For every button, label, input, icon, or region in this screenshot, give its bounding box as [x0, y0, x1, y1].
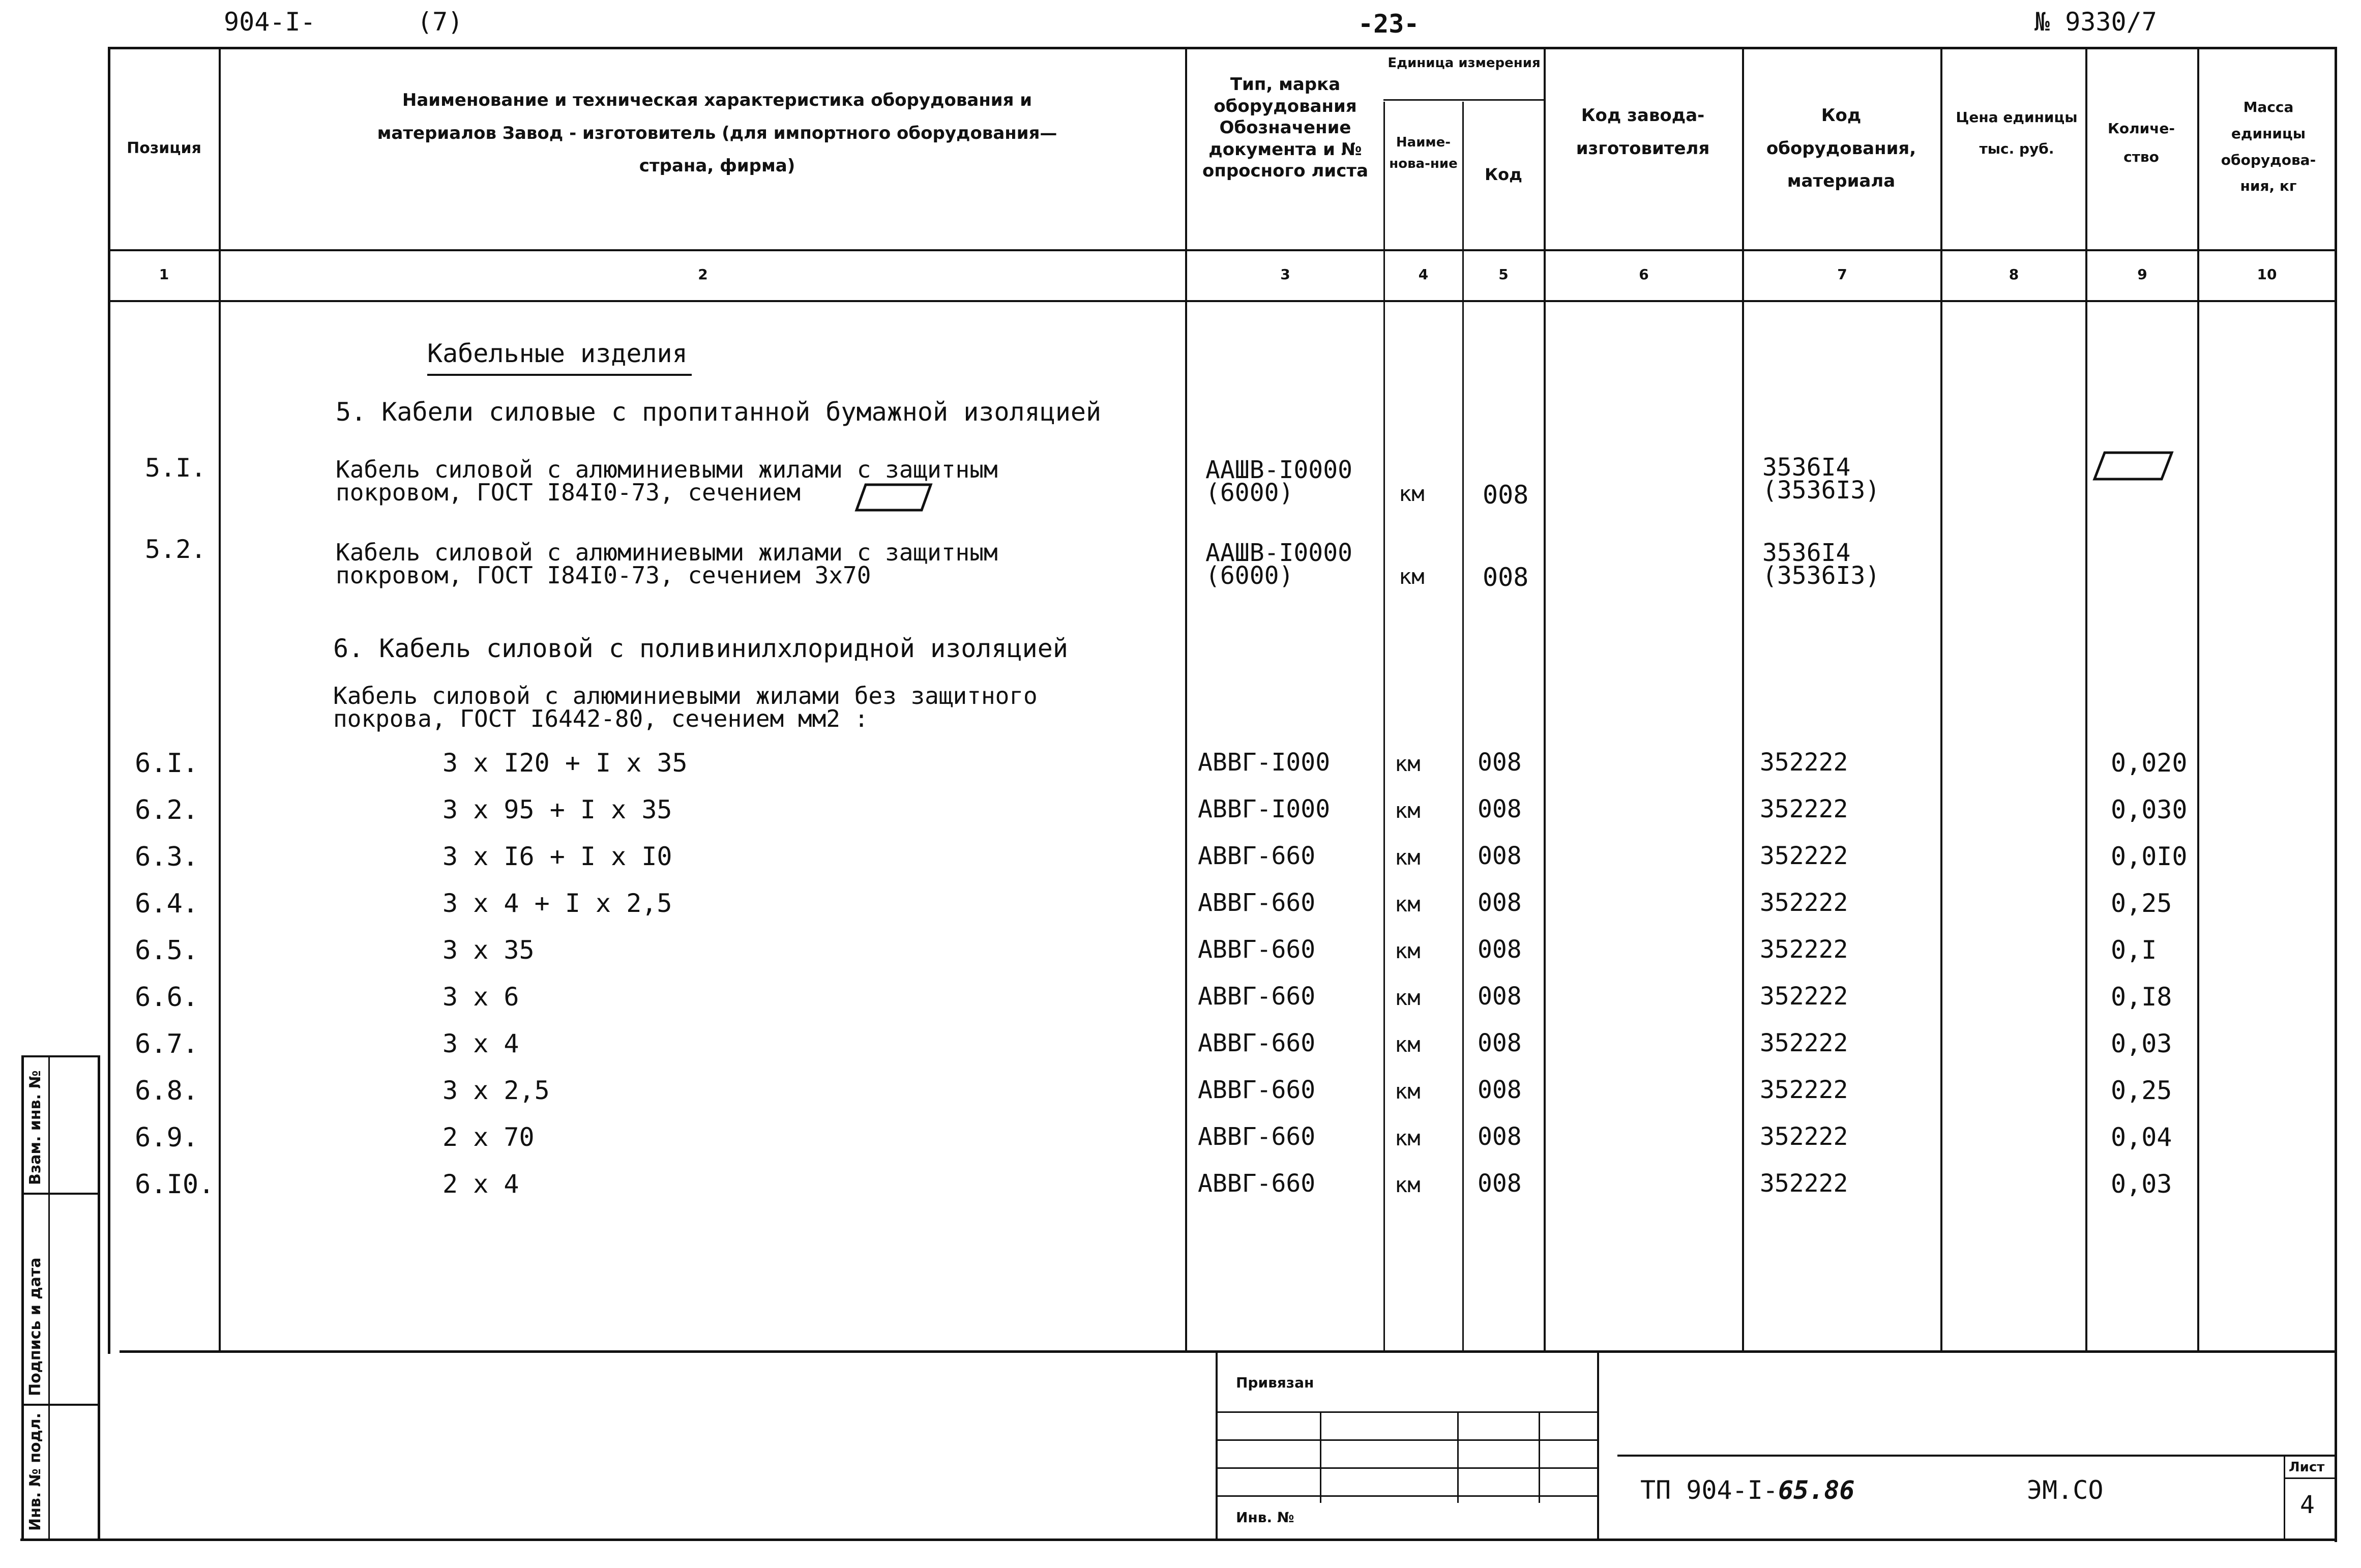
col-divider — [2197, 47, 2199, 1351]
row-unit-code: 008 — [1478, 889, 1522, 917]
side-signature-date: Подпись и дата — [26, 1257, 44, 1396]
col-num-5: 5 — [1498, 266, 1509, 283]
row-position: 6.5. — [135, 935, 199, 966]
row-unit: км — [1395, 798, 1421, 823]
row-type: АВВГ-660 — [1198, 1029, 1316, 1057]
row-unit-code: 008 — [1478, 1076, 1522, 1104]
row-5-1-type-line2: (6000) — [1205, 479, 1294, 507]
side-frame-left — [21, 1055, 24, 1539]
row-position: 6.2. — [135, 795, 199, 825]
stamp-row-line — [1218, 1439, 1597, 1441]
col-divider — [219, 47, 221, 1351]
row-unit-code: 008 — [1478, 982, 1522, 1011]
row-equip-code: 352222 — [1760, 842, 1848, 870]
group-6-title: 6. Кабель силовой с поливинилхлоридной изоляцией — [333, 634, 1068, 663]
header-bottom — [109, 249, 2337, 251]
row-type: АВВГ-660 — [1198, 1169, 1316, 1198]
header-mass: Масса единицы оборудова-ния, кг — [2221, 99, 2316, 195]
title-block-line — [1617, 1455, 2335, 1457]
row-section-size: 3 x 2,5 — [442, 1076, 550, 1105]
row-position: 6.4. — [135, 889, 199, 919]
section-title-underline — [427, 374, 692, 376]
row-5-1-equip-line1: 3536I4 — [1762, 453, 1851, 482]
doc-code — [1640, 1477, 1854, 1503]
col-divider — [1185, 47, 1187, 1351]
header-type: Тип, марка оборудования Обозначение документа и № опросного листа — [1202, 74, 1369, 181]
col-num-3: 3 — [1280, 266, 1290, 283]
row-5-2-position: 5.2. — [145, 535, 206, 564]
stamp-row-line — [1218, 1467, 1597, 1469]
table-bottom — [120, 1350, 2337, 1353]
row-quantity: 0,I — [2111, 935, 2157, 965]
row-quantity: 0,030 — [2111, 795, 2188, 824]
row-quantity: 0,03 — [2111, 1169, 2172, 1199]
page-bottom — [20, 1539, 2337, 1541]
row-unit: км — [1395, 1032, 1421, 1057]
row-5-2-unit: км — [1399, 564, 1425, 589]
row-5-2-equip-line2: (3536I3) — [1762, 561, 1880, 590]
part-number: (7) — [417, 7, 463, 37]
row-equip-code: 352222 — [1760, 748, 1848, 777]
row-equip-code: 352222 — [1760, 1122, 1848, 1151]
header-price: Цена единицы тыс. руб. — [1956, 109, 2078, 157]
row-5-1-code: 008 — [1483, 480, 1529, 510]
col-divider — [2085, 47, 2087, 1351]
doc-mark: ЭМ.СО — [2027, 1475, 2104, 1505]
doc-code-handwritten: 65.86 — [1778, 1475, 1855, 1505]
header-unit: Единица измерения — [1388, 55, 1541, 71]
unit-header-line — [1383, 99, 1544, 101]
sheet-box-divider — [2284, 1477, 2335, 1479]
row-quantity: 0,03 — [2111, 1029, 2172, 1058]
row-section-size: 2 x 4 — [442, 1169, 519, 1199]
row-unit: км — [1395, 892, 1421, 916]
header-qty: Количе-ство — [2107, 120, 2175, 165]
row-unit: км — [1395, 985, 1421, 1010]
header-factory-code: Код завода-изготовителя — [1576, 105, 1710, 159]
row-unit-code: 008 — [1478, 795, 1522, 823]
side-frame-right — [98, 1055, 100, 1539]
row-type: АВВГ-660 — [1198, 982, 1316, 1011]
row-unit-code: 008 — [1478, 748, 1522, 777]
row-unit: км — [1395, 938, 1421, 963]
doc-code-typed: ТП 904-I- — [1640, 1475, 1778, 1505]
row-section-size: 3 x I20 + I x 35 — [442, 748, 688, 778]
col-divider — [1383, 102, 1385, 1350]
series-number: 904-I- — [224, 7, 316, 37]
stamp-row-line — [1218, 1411, 1597, 1413]
col-num-10: 10 — [2257, 266, 2277, 283]
row-5-2-name-line2: покровом, ГОСТ I84I0-73, сечением 3х70 — [336, 561, 871, 589]
row-equip-code: 352222 — [1760, 889, 1848, 917]
header-name: Наименование и техническая характеристика оборудования и материалов Завод - изготовитель (для импортного оборудования— страна, фирма) — [377, 90, 1057, 176]
row-unit-code: 008 — [1478, 1169, 1522, 1198]
header-equip-code: Код оборудования, материала — [1766, 105, 1916, 192]
row-type: АВВГ-660 — [1198, 842, 1316, 870]
frame-left — [108, 47, 110, 1354]
row-5-1-type-line1: ААШВ-I0000 — [1205, 456, 1352, 484]
stamp-divider — [1597, 1353, 1599, 1541]
col-num-9: 9 — [2137, 266, 2147, 283]
col-num-1: 1 — [159, 266, 169, 283]
row-unit-code: 008 — [1478, 842, 1522, 870]
row-position: 6.7. — [135, 1029, 199, 1059]
col-num-6: 6 — [1639, 266, 1649, 283]
row-unit: км — [1395, 845, 1421, 870]
row-unit: км — [1395, 1126, 1421, 1150]
row-unit: км — [1395, 1172, 1421, 1197]
row-equip-code: 352222 — [1760, 1076, 1848, 1104]
group-6-description-line1: Кабель силовой с алюминиевыми жилами без защитного — [333, 682, 1038, 709]
row-equip-code: 352222 — [1760, 982, 1848, 1011]
stamp-col-line — [1539, 1411, 1540, 1503]
row-type: АВВГ-I000 — [1198, 795, 1331, 823]
row-equip-code: 352222 — [1760, 1169, 1848, 1198]
row-quantity: 0,25 — [2111, 1076, 2172, 1105]
row-unit-code: 008 — [1478, 935, 1522, 964]
frame-top — [109, 47, 2337, 49]
row-equip-code: 352222 — [1760, 795, 1848, 823]
col-divider — [1462, 102, 1464, 1350]
side-replacement-inv: Взам. инв. № — [26, 1070, 44, 1185]
section-title: Кабельные изделия — [427, 339, 688, 368]
row-type: АВВГ-I000 — [1198, 748, 1331, 777]
row-section-size: 3 x 35 — [442, 935, 535, 965]
sheet-label: Лист — [2289, 1460, 2325, 1475]
row-unit-code: 008 — [1478, 1029, 1522, 1057]
row-5-2-type-line1: ААШВ-I0000 — [1205, 539, 1352, 567]
row-position: 6.8. — [135, 1076, 199, 1106]
row-section-size: 3 x I6 + I x I0 — [442, 842, 672, 871]
col-divider — [1742, 47, 1744, 1351]
row-section-size: 3 x 95 + I x 35 — [442, 795, 672, 824]
row-position: 6.9. — [135, 1122, 199, 1153]
col-divider — [1544, 47, 1546, 1351]
stamp-col-line — [1457, 1411, 1459, 1503]
row-equip-code: 352222 — [1760, 935, 1848, 964]
side-inv-podl: Инв. № подл. — [26, 1412, 44, 1531]
stamp-row-line — [1218, 1495, 1597, 1497]
sheet-number: 4 — [2300, 1491, 2315, 1519]
row-position: 6.I0. — [135, 1169, 215, 1200]
row-quantity: 0,25 — [2111, 889, 2172, 918]
header-unit-code: Код — [1485, 165, 1522, 184]
row-type: АВВГ-660 — [1198, 935, 1316, 964]
row-section-size: 2 x 70 — [442, 1122, 535, 1152]
stamp-inv-no-label: Инв. № — [1236, 1509, 1294, 1526]
colnum-bottom — [109, 300, 2337, 302]
header-position: Позиция — [127, 139, 201, 157]
header-unit-name: Наиме-нова-ние — [1389, 135, 1458, 171]
row-section-size: 3 x 6 — [442, 982, 519, 1012]
col-num-4: 4 — [1418, 266, 1429, 283]
group-6-description-line2: покрова, ГОСТ I6442-80, сечением мм2 : — [333, 705, 869, 732]
row-5-1-unit: км — [1399, 481, 1425, 506]
row-5-2-type-line2: (6000) — [1205, 561, 1294, 590]
stamp-divider — [1216, 1353, 1218, 1541]
row-5-1-equip-line2: (3536I3) — [1762, 476, 1880, 505]
row-5-2-name-line1: Кабель силовой с алюминиевыми жилами с защитным — [336, 539, 998, 566]
row-position: 6.3. — [135, 842, 199, 872]
row-equip-code: 352222 — [1760, 1029, 1848, 1057]
side-frame-divider — [21, 1404, 100, 1406]
parallelogram-mark-icon — [854, 481, 936, 516]
side-inner-divider — [48, 1055, 50, 1539]
row-5-2-equip-line1: 3536I4 — [1762, 539, 1851, 567]
row-position: 6.6. — [135, 982, 199, 1013]
page-number: -23- — [1358, 9, 1420, 39]
row-5-1-name-line2: покровом, ГОСТ I84I0-73, сечением — [336, 479, 801, 506]
side-frame-top — [21, 1055, 100, 1057]
row-unit-code: 008 — [1478, 1122, 1522, 1151]
row-5-2-code: 008 — [1483, 563, 1529, 592]
row-section-size: 3 x 4 — [442, 1029, 519, 1058]
row-unit: км — [1395, 751, 1421, 776]
row-type: АВВГ-660 — [1198, 889, 1316, 917]
col-num-7: 7 — [1837, 266, 1847, 283]
group-5-title: 5. Кабели силовые с пропитанной бумажной изоляцией — [336, 397, 1102, 427]
row-type: АВВГ-660 — [1198, 1122, 1316, 1151]
parallelogram-mark-icon — [2090, 448, 2177, 486]
row-5-1-name-line1: Кабель силовой с алюминиевыми жилами с защитным — [336, 456, 998, 483]
row-quantity: 0,I8 — [2111, 982, 2172, 1012]
stamp-col-line — [1320, 1411, 1321, 1503]
sheet-box-left — [2284, 1455, 2285, 1539]
document-number: № 9330/7 — [2034, 7, 2157, 37]
side-frame-divider — [21, 1193, 100, 1195]
row-position: 6.I. — [135, 748, 199, 779]
row-quantity: 0,0I0 — [2111, 842, 2188, 871]
col-divider — [1940, 47, 1942, 1351]
stamp-privyazan-label: Привязан — [1236, 1374, 1314, 1391]
col-num-2: 2 — [698, 266, 708, 283]
frame-right — [2335, 47, 2337, 1542]
row-5-1-position: 5.I. — [145, 453, 206, 483]
col-num-8: 8 — [2009, 266, 2019, 283]
row-type: АВВГ-660 — [1198, 1076, 1316, 1104]
row-section-size: 3 x 4 + I x 2,5 — [442, 889, 672, 918]
row-unit: км — [1395, 1079, 1421, 1104]
row-quantity: 0,04 — [2111, 1122, 2172, 1152]
row-quantity: 0,020 — [2111, 748, 2188, 778]
